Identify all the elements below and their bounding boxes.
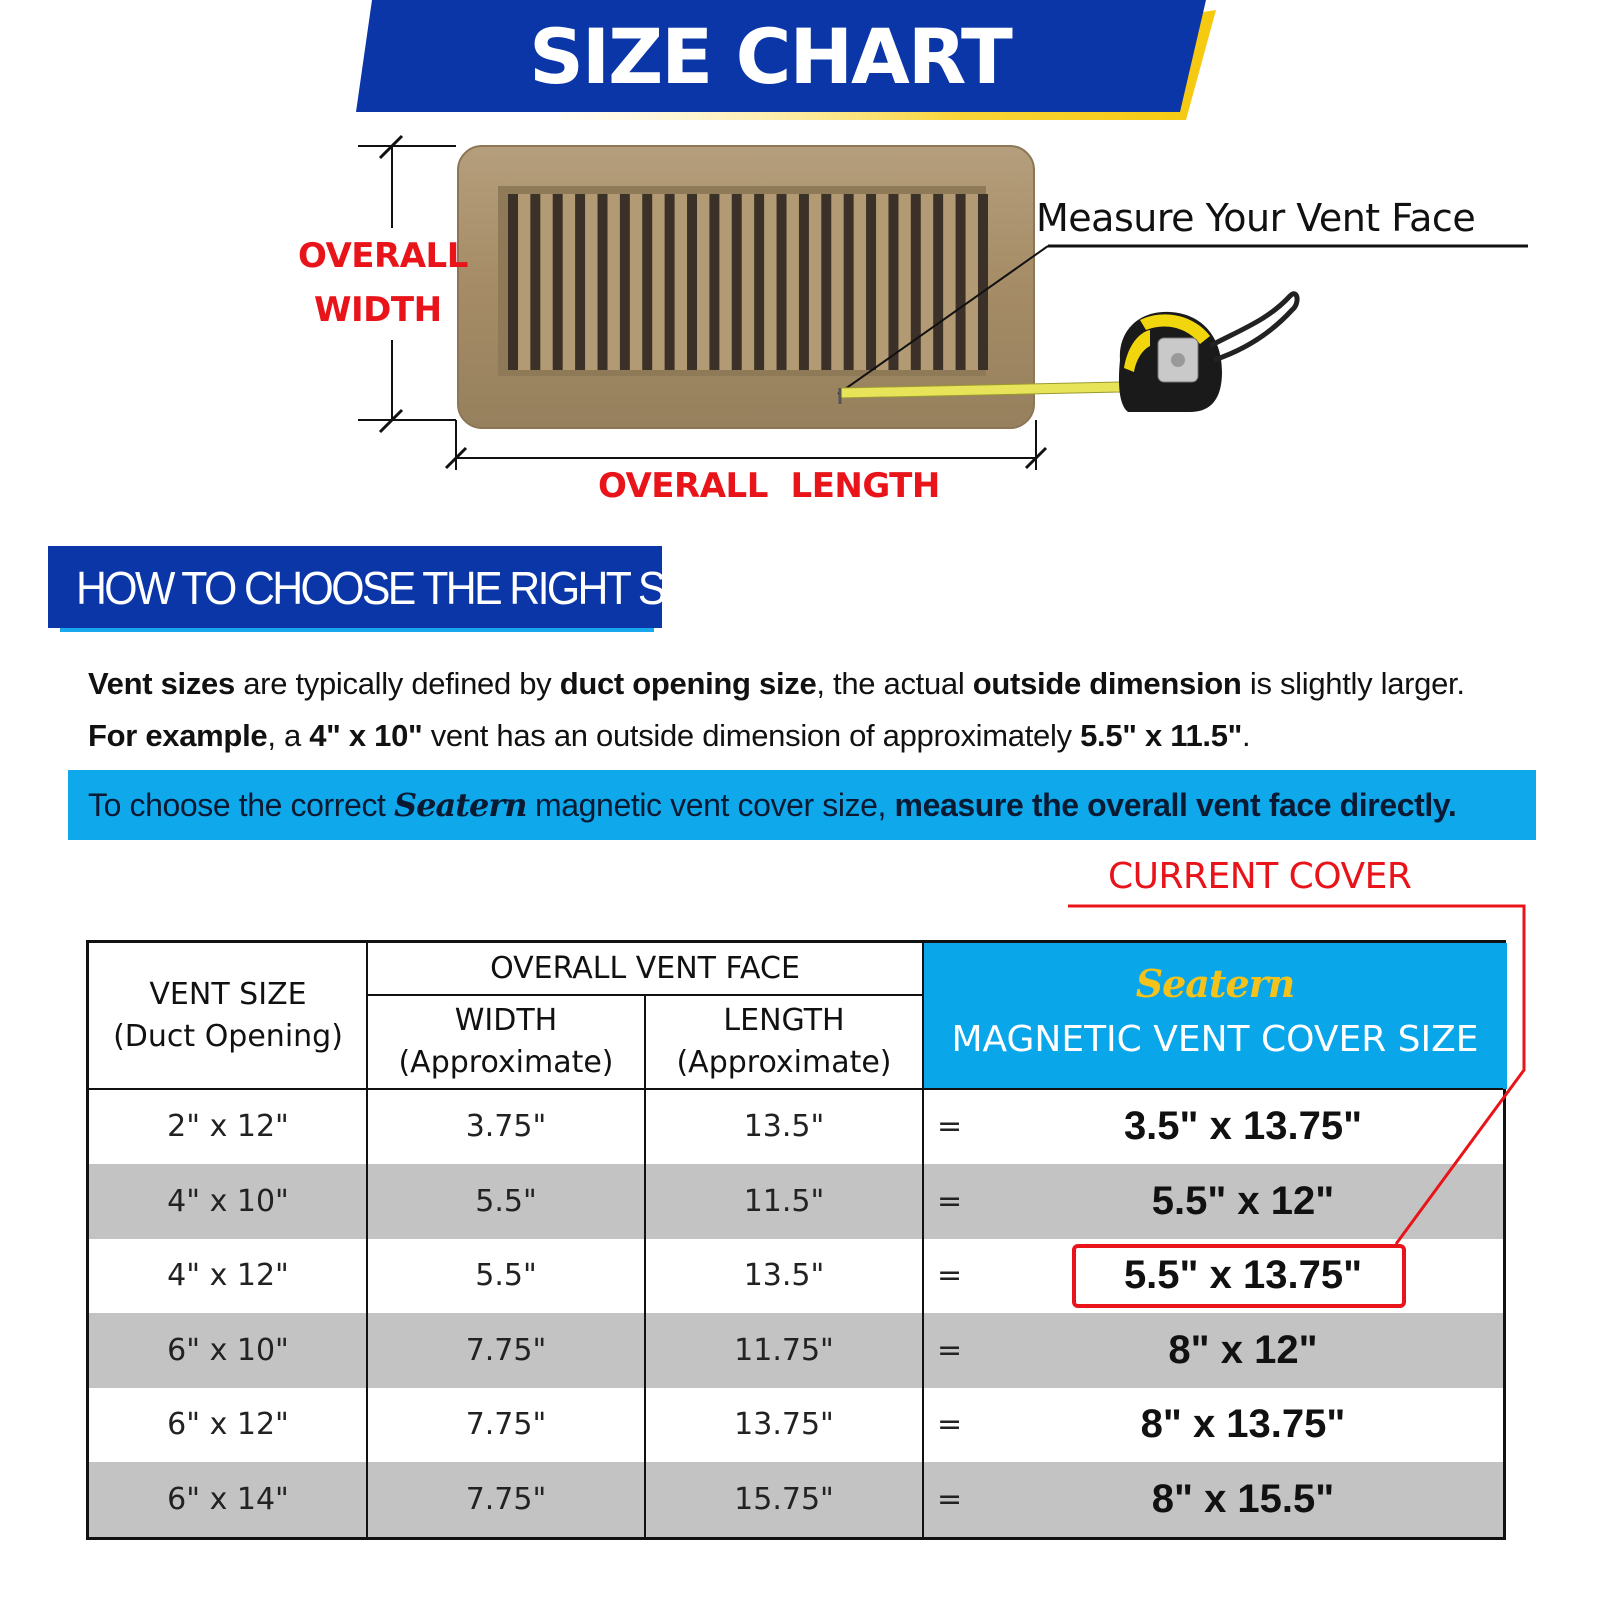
cell-length: 15.75" xyxy=(734,1481,834,1517)
grid-line xyxy=(644,995,646,1537)
vent-slat xyxy=(921,194,933,370)
vent-slot xyxy=(665,194,675,370)
header-overall-vent-face xyxy=(367,943,923,995)
vent-slot xyxy=(530,194,540,370)
current-cover-highlight xyxy=(1072,1244,1406,1308)
explanation-line-1 xyxy=(88,666,1465,702)
cell-length: 13.5" xyxy=(743,1258,825,1293)
vent-slat xyxy=(585,194,597,370)
header-vent-size xyxy=(89,943,367,1089)
brand-name: Seatern xyxy=(394,786,527,824)
vent-slot xyxy=(956,194,966,370)
vent-slot xyxy=(777,194,787,370)
cell-eq: = xyxy=(937,1258,963,1293)
how-to-choose-heading xyxy=(48,546,723,628)
table-row xyxy=(89,1387,1503,1462)
vent-slat xyxy=(787,194,799,370)
cell-width: 7.75" xyxy=(465,1481,547,1517)
vent-slot xyxy=(732,194,742,370)
cell-cover: 5.5" x 13.75" xyxy=(1123,1253,1363,1297)
text: , the actual xyxy=(816,666,973,701)
cell-length: 11.5" xyxy=(743,1183,825,1219)
vent-slot xyxy=(575,194,585,370)
header-width-line1: WIDTH xyxy=(454,1003,558,1038)
header-cover-brand: Seatern xyxy=(1135,961,1295,1006)
text-bold: measure the overall vent face directly. xyxy=(894,787,1457,823)
header-length-line1: LENGTH xyxy=(723,1003,845,1038)
cell-cover: 3.5" x 13.75" xyxy=(1123,1104,1363,1148)
header-overall-vent-face-text: OVERALL VENT FACE xyxy=(490,951,800,986)
cell-length: 13.75" xyxy=(734,1407,834,1442)
text: vent has an outside dimension of approximately xyxy=(422,718,1081,753)
table-row xyxy=(89,1462,1503,1537)
cell-vent: 4" x 12" xyxy=(167,1258,289,1293)
cell-cover: 8" x 13.75" xyxy=(1140,1402,1346,1446)
text-bold: Vent sizes xyxy=(88,666,235,701)
vent-slot xyxy=(978,194,988,370)
header-vent-size-line1: VENT SIZE xyxy=(149,977,307,1012)
vent-slat xyxy=(540,194,552,370)
overall-length-label: OVERALL LENGTH xyxy=(598,466,940,506)
table-row xyxy=(89,1164,1503,1239)
vent-slat xyxy=(608,194,620,370)
vent-slat xyxy=(831,194,843,370)
vent-slat xyxy=(966,194,978,370)
grid-line xyxy=(922,943,924,1537)
header-length xyxy=(645,995,923,1089)
text: . xyxy=(1242,718,1251,753)
vent-slat xyxy=(563,194,575,370)
vent-slat xyxy=(697,194,709,370)
overall-width-label-line1: OVERALL xyxy=(298,236,468,276)
vent-slot xyxy=(687,194,697,370)
cell-length: 11.75" xyxy=(734,1332,834,1368)
vent-slot xyxy=(642,194,652,370)
vent-slot xyxy=(888,194,898,370)
cell-width: 5.5" xyxy=(475,1258,537,1293)
cell-eq: = xyxy=(937,1481,963,1517)
grid-line xyxy=(366,943,368,1537)
cell-length: 13.5" xyxy=(743,1109,825,1144)
header-cover-size xyxy=(923,943,1507,1089)
table-row xyxy=(89,1313,1503,1388)
cell-width: 7.75" xyxy=(465,1407,547,1442)
cell-eq: = xyxy=(937,1332,963,1368)
vent-slot xyxy=(844,194,854,370)
how-to-choose-heading-text: HOW TO CHOOSE THE RIGHT SIZE xyxy=(76,562,723,614)
cell-width: 3.75" xyxy=(465,1109,547,1144)
cell-cover: 8" x 15.5" xyxy=(1151,1476,1335,1521)
header-vent-size-line2: (Duct Opening) xyxy=(113,1019,343,1054)
vent-slot xyxy=(821,194,831,370)
vent-illustration xyxy=(0,0,1600,520)
size-table xyxy=(86,940,1506,1540)
vent-slot xyxy=(866,194,876,370)
grid-line xyxy=(89,1088,1503,1090)
vent-slat xyxy=(675,194,687,370)
table-row xyxy=(89,1089,1503,1164)
vent-slot xyxy=(709,194,719,370)
text: To choose the correct xyxy=(88,787,395,823)
vent-slat xyxy=(742,194,754,370)
vent-slat xyxy=(719,194,731,370)
callout-text xyxy=(88,770,1456,840)
vent-slat xyxy=(943,194,955,370)
measure-callout xyxy=(68,770,1536,840)
text-bold: 5.5" x 11.5" xyxy=(1080,718,1243,753)
cell-cover: 8" x 12" xyxy=(1168,1327,1318,1372)
current-cover-label: CURRENT COVER xyxy=(1108,856,1412,897)
vent-slot xyxy=(620,194,630,370)
cell-eq: = xyxy=(937,1407,963,1442)
vent-slot xyxy=(598,194,608,370)
header-length-line2: (Approximate) xyxy=(676,1045,892,1080)
overall-width-label-line2: WIDTH xyxy=(314,290,442,330)
cell-vent: 6" x 10" xyxy=(167,1332,289,1368)
vent-slat xyxy=(652,194,664,370)
text: is slightly larger. xyxy=(1241,666,1465,701)
text: are typically defined by xyxy=(234,666,560,701)
vent-slot xyxy=(754,194,764,370)
vent-slat xyxy=(764,194,776,370)
text-bold: For example xyxy=(88,718,268,753)
cell-vent: 4" x 10" xyxy=(167,1183,289,1219)
text-bold: 4" x 10" xyxy=(309,718,423,753)
text: , a xyxy=(267,718,310,753)
vent-slot xyxy=(553,194,563,370)
text-bold: duct opening size xyxy=(559,666,817,701)
header-width-line2: (Approximate) xyxy=(398,1045,614,1080)
cell-cover: 5.5" x 12" xyxy=(1151,1178,1335,1223)
vent-slot xyxy=(911,194,921,370)
vent-slat xyxy=(809,194,821,370)
cell-eq: = xyxy=(937,1183,963,1219)
vent-slot xyxy=(933,194,943,370)
vent-slat xyxy=(876,194,888,370)
vent-slot xyxy=(508,194,518,370)
measure-vent-face-label: Measure Your Vent Face xyxy=(1036,196,1476,240)
vent-slat xyxy=(518,194,530,370)
explanation-line-2 xyxy=(88,718,1250,754)
vent-slot xyxy=(799,194,809,370)
cell-vent: 2" x 12" xyxy=(167,1109,289,1144)
vent-slat xyxy=(630,194,642,370)
cell-eq: = xyxy=(937,1109,963,1144)
header-cover-title: MAGNETIC VENT COVER SIZE xyxy=(951,1019,1479,1060)
cell-width: 5.5" xyxy=(475,1183,537,1219)
vent-slat xyxy=(854,194,866,370)
page-title: SIZE CHART xyxy=(529,12,1011,101)
cell-vent: 6" x 12" xyxy=(167,1407,289,1442)
text: magnetic vent cover size, xyxy=(526,787,895,823)
cell-vent: 6" x 14" xyxy=(167,1481,289,1517)
header-width xyxy=(367,995,645,1089)
cell-width: 7.75" xyxy=(465,1332,547,1368)
text-bold: outside dimension xyxy=(972,666,1242,701)
